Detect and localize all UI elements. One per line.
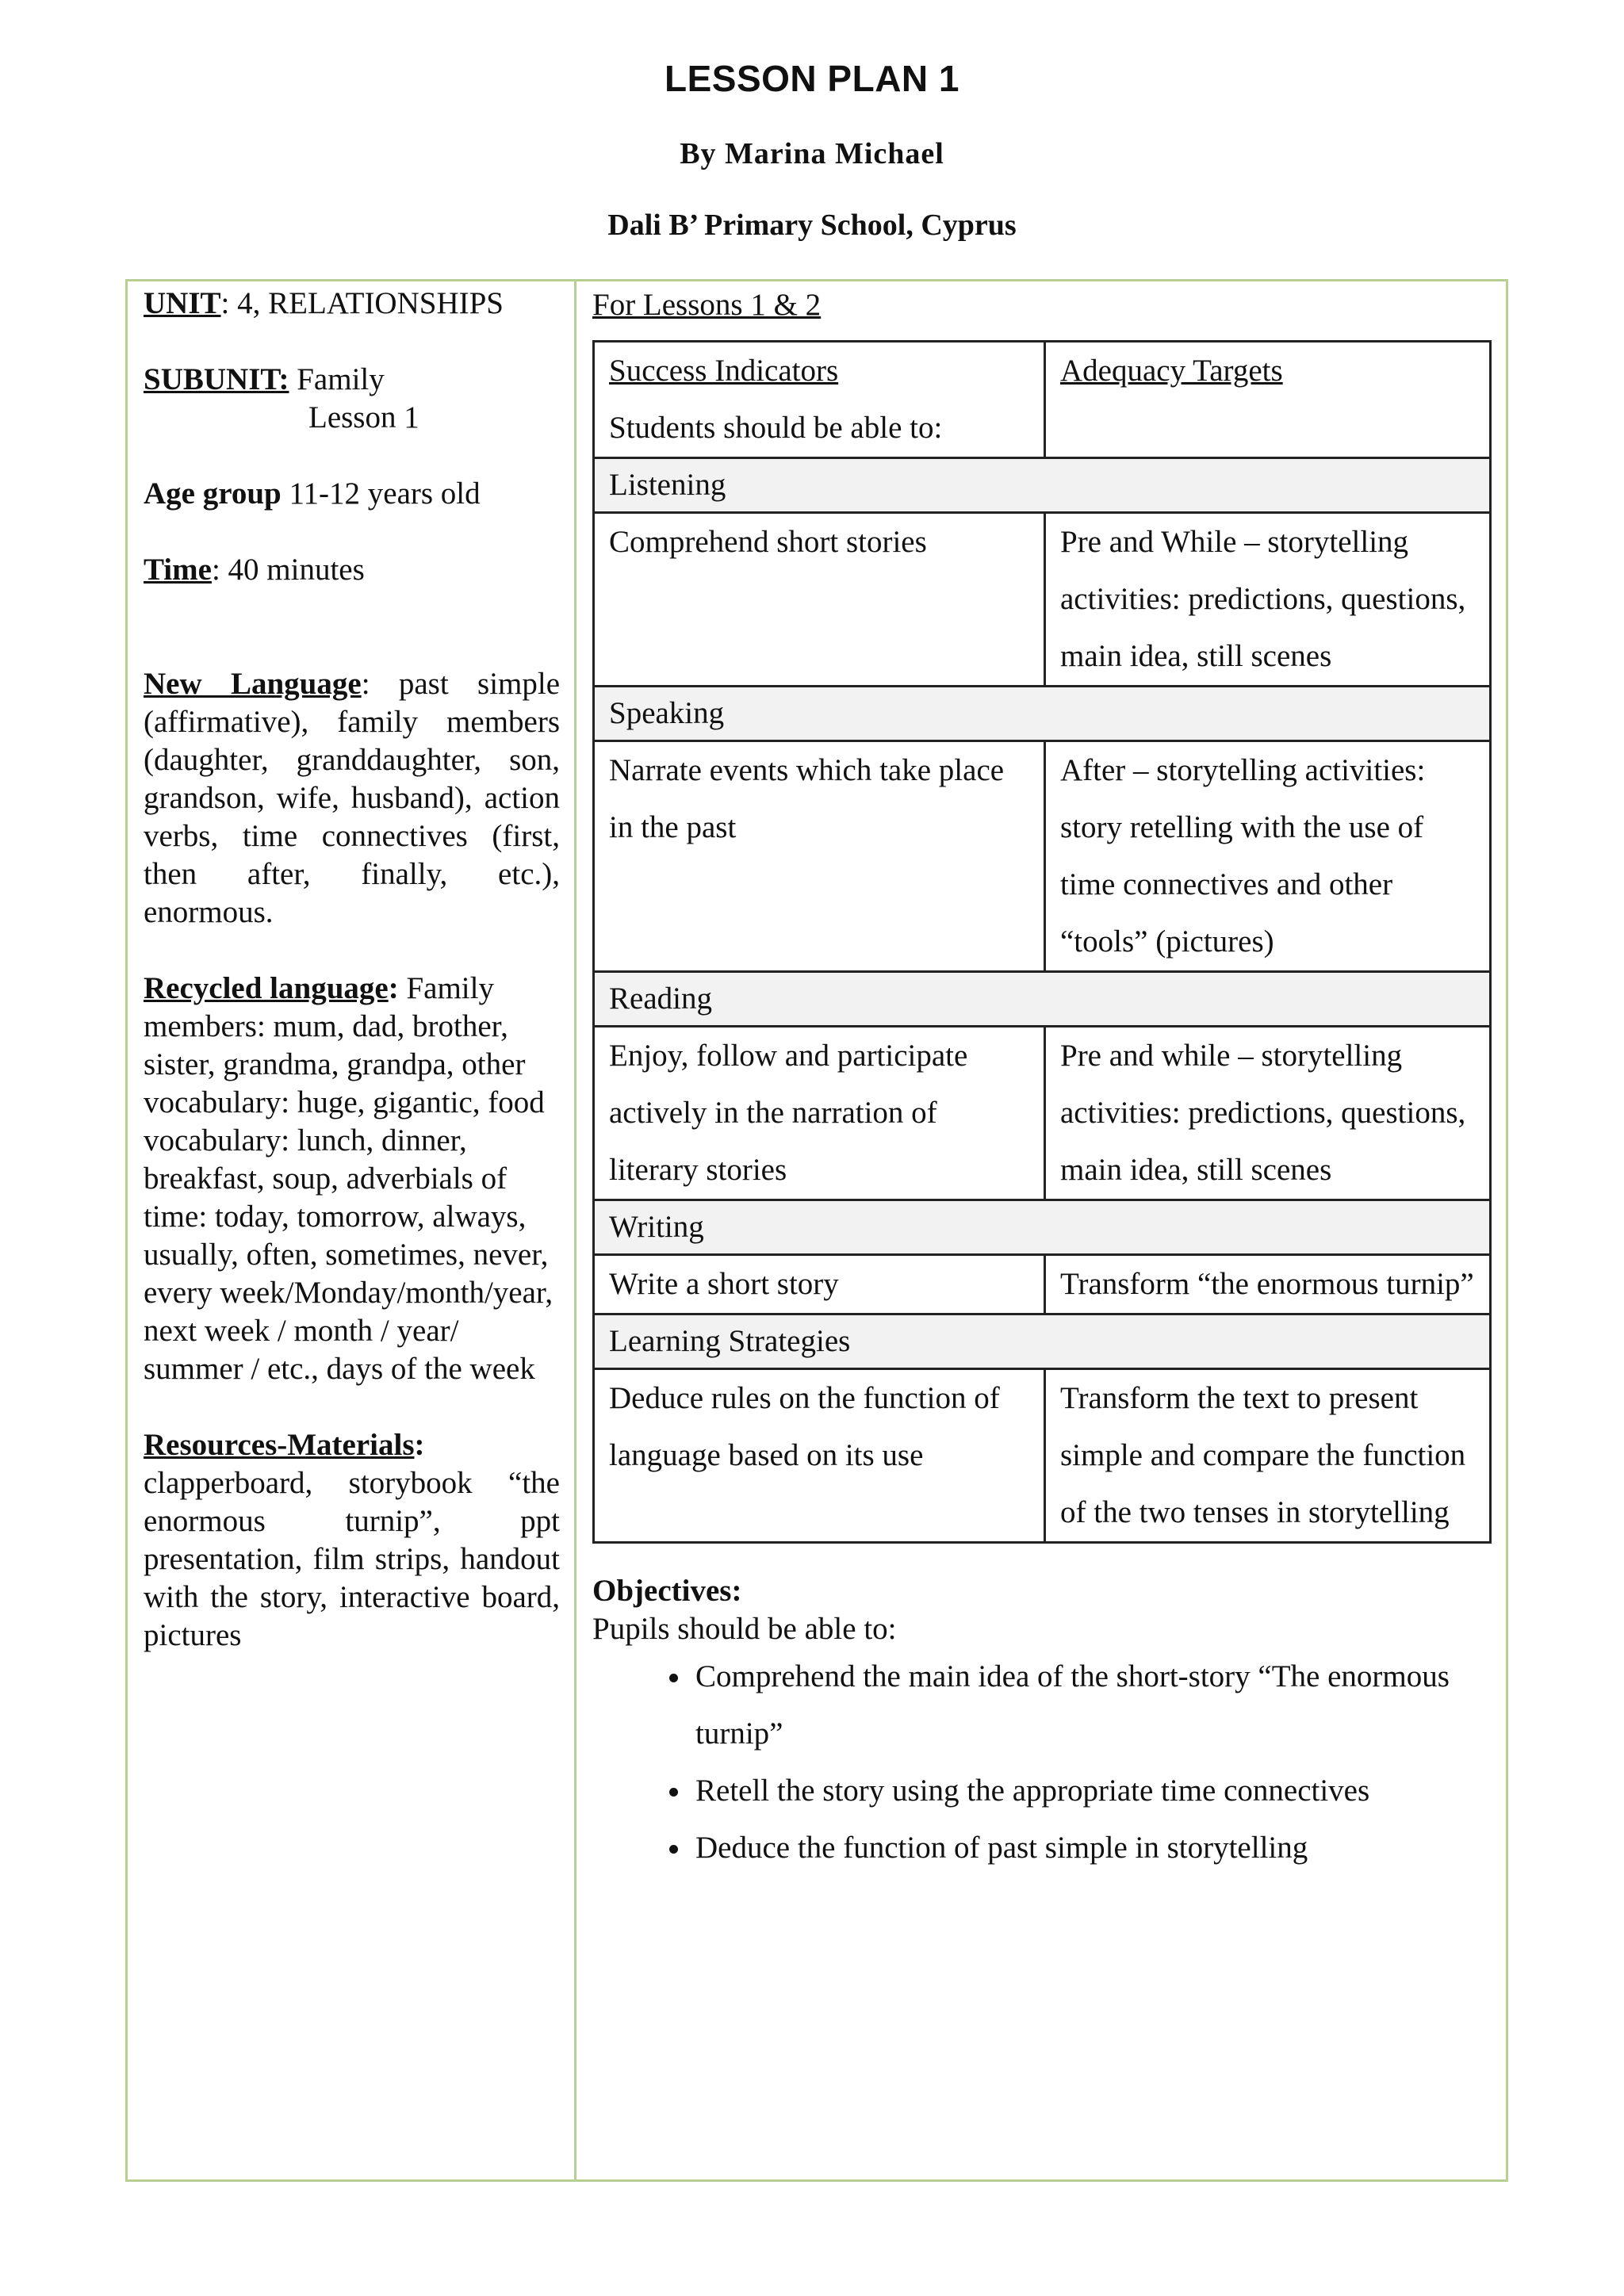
indicator-cell: Write a short story [594, 1255, 1045, 1314]
success-indicators-table [592, 340, 1492, 1544]
resources-info [144, 1426, 560, 1655]
recycled-language-colon: : [388, 971, 399, 1005]
indicator-cell: Enjoy, follow and participate actively in the narration of literary stories [594, 1027, 1045, 1200]
age-value: 11-12 years old [289, 476, 481, 511]
section-name: Learning Strategies [594, 1314, 1491, 1369]
unit-info [144, 285, 560, 323]
list-item: • Retell the story using the appropriate time connectives [692, 1762, 1492, 1820]
adequacy-targets-title: Adequacy Targets [1060, 354, 1283, 388]
target-cell: Pre and while – storytelling activities: predictions, questions, main idea, still scenes [1045, 1027, 1491, 1200]
success-indicators-header [594, 342, 1045, 458]
recycled-language-info [144, 970, 560, 1388]
indicator-cell: Comprehend short stories [594, 513, 1045, 687]
new-language-info [144, 665, 560, 932]
table-row [594, 1027, 1491, 1200]
school-line: Dali B’ Primary School, Cyprus [607, 209, 1017, 242]
section-name: Listening [594, 458, 1491, 513]
adequacy-targets-header [1045, 342, 1491, 458]
resources-colon: : [414, 1428, 425, 1462]
subunit-line1: Family [297, 362, 385, 396]
age-group-info [144, 475, 560, 513]
lesson-plan-frame [125, 279, 1508, 2182]
table-header-row [594, 342, 1491, 458]
time-label: Time [144, 553, 212, 587]
resources-value: clapperboard, storybook “the enormous turnip”, ppt presentation, film strips, handout with the story, interactive board, pictures [144, 1466, 560, 1652]
author-line: By Marina Michael [680, 137, 944, 170]
lesson-goals-column [576, 281, 1506, 2179]
list-item: • Deduce the function of past simple in storytelling [692, 1820, 1492, 1877]
table-row [594, 1369, 1491, 1543]
objectives-section [592, 1572, 1492, 1877]
indicator-cell: Deduce rules on the function of language based on its use [594, 1369, 1045, 1543]
indicator-cell: Narrate events which take place in the past [594, 741, 1045, 972]
list-item: • Comprehend the main idea of the short-story “The enormous turnip” [692, 1648, 1492, 1762]
objectives-intro: Pupils should be able to: [592, 1612, 897, 1646]
subunit-info [144, 361, 560, 437]
section-row [594, 1200, 1491, 1255]
success-indicators-title: Success Indicators [609, 354, 839, 388]
new-language-value: : past simple (affirmative), family members (daughter, granddaughter, son, grandson, wife, husband), action verbs, time connectives (first, then after, finally, etc.), enormous. [144, 667, 561, 929]
new-language-label: New Language [144, 667, 362, 701]
table-row [594, 513, 1491, 687]
time-info [144, 551, 560, 589]
target-cell: Transform the text to present simple and compare the function of the two tenses in storytelling [1045, 1369, 1491, 1543]
section-row [594, 972, 1491, 1027]
section-name: Speaking [594, 687, 1491, 741]
subunit-label: SUBUNIT: [144, 362, 289, 396]
section-row [594, 1314, 1491, 1369]
time-value: : 40 minutes [211, 553, 365, 587]
page-title: LESSON PLAN 1 [664, 58, 959, 99]
recycled-language-label: Recycled language [144, 971, 389, 1005]
unit-value: : 4, RELATIONSHIPS [220, 286, 504, 320]
recycled-language-value: Family members: mum, dad, brother, sister, grandma, grandpa, other vocabulary: huge, gigantic, food vocabulary: lunch, dinner, breakfast, soup, adverbials of time: today, tomorrow, always, usually, often, sometimes, never, every week/Monday/month/year, next week / month / year/ summer / etc., days of the week [144, 971, 553, 1386]
age-label: Age group [144, 476, 282, 511]
objectives-label: Objectives: [592, 1574, 742, 1608]
table-row [594, 1255, 1491, 1314]
target-cell: After – storytelling activities: story retelling with the use of time connectives and other “tools” (pictures) [1045, 741, 1491, 972]
section-row [594, 458, 1491, 513]
section-name: Reading [594, 972, 1491, 1027]
success-indicators-subtitle: Students should be able to: [609, 411, 943, 445]
table-row [594, 741, 1491, 972]
section-row [594, 687, 1491, 741]
target-cell: Pre and While – storytelling activities: predictions, questions, main idea, still scenes [1045, 513, 1491, 687]
resources-label: Resources-Materials [144, 1428, 415, 1462]
target-cell: Transform “the enormous turnip” [1045, 1255, 1491, 1314]
subunit-line2: Lesson 1 [308, 400, 419, 434]
section-name: Writing [594, 1200, 1491, 1255]
unit-label: UNIT [144, 286, 221, 320]
objectives-list [592, 1648, 1492, 1877]
for-lessons-heading: For Lessons 1 & 2 [592, 288, 822, 322]
lesson-info-column [128, 281, 576, 2179]
